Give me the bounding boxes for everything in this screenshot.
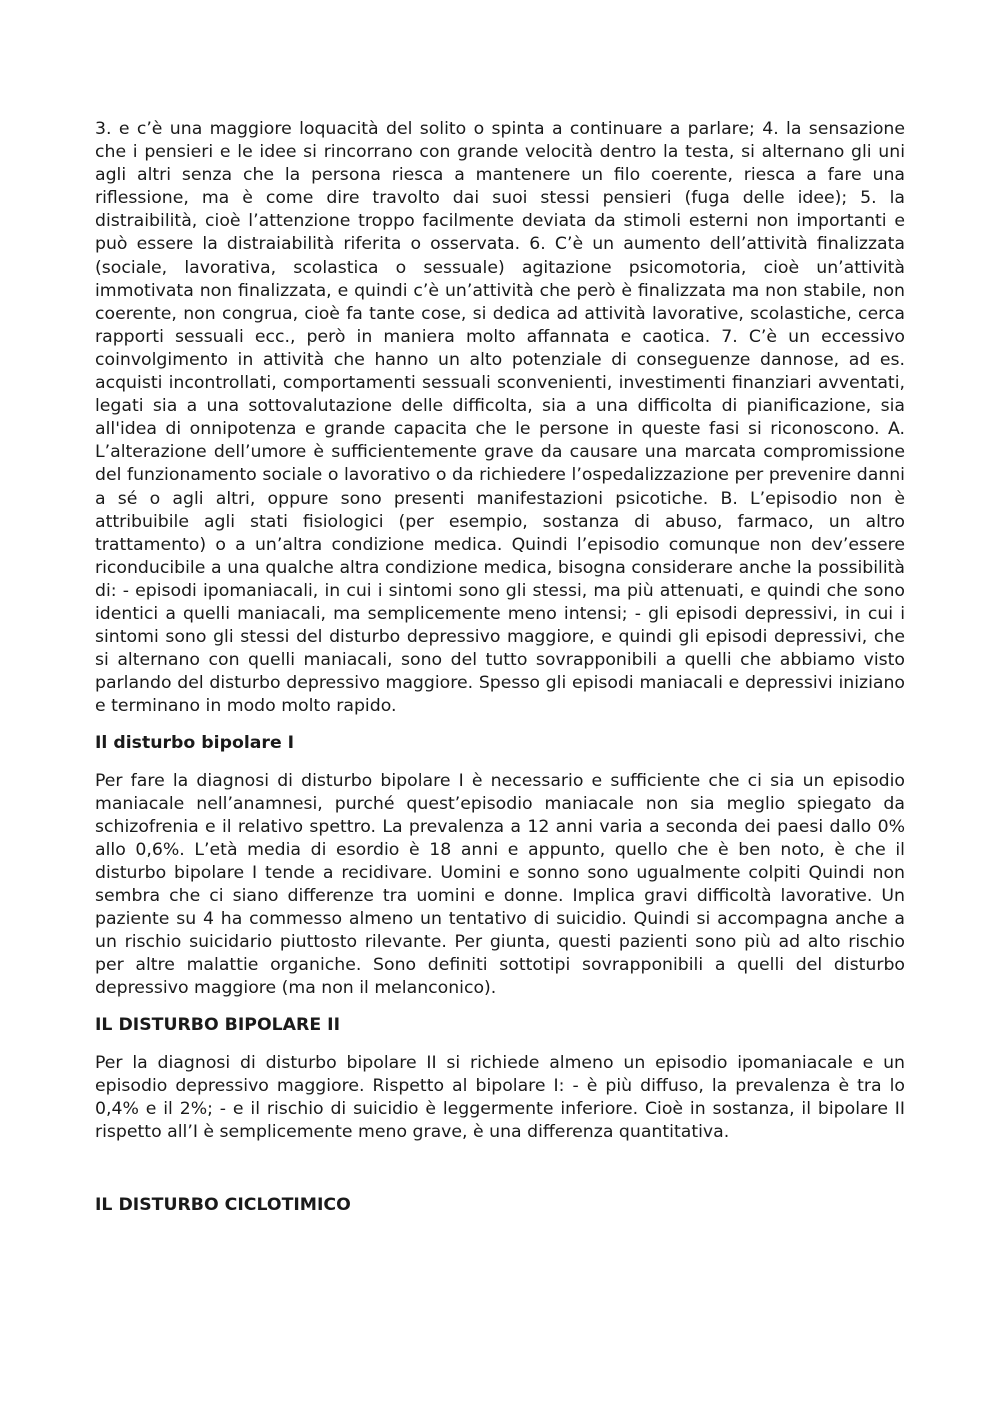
document-page — [95, 118, 905, 1217]
paragraph-mania-criteria: 3. e c’è una maggiore loquacità del solito o spinta a continuare a parlare; 4. la sensazione che i pensieri e le idee si rincorrano con grande velocità dentro la testa, si alternano gli uni agli altri senza che la persona riesca a mantenere un filo coerente, riesca a fare una riflessione, ma è come dire travolto dai suoi stessi pensieri (fuga delle idee); 5. la distraibilità, cioè l’attenzione troppo facilmente deviata da stimoli esterni non importanti e può essere la distraiabilità riferita o osservata. 6. C’è un aumento dell’attività finalizzata (sociale, lavorativa, scolastica o sessuale) agitazione psicomotoria, cioè un’attività immotivata non finalizzata, e quindi c’è un’attività che però è finalizzata ma non stabile, non coerente, non congrua, cioè fa tante cose, si dedica ad attività lavorative, scolastiche, cerca rapporti sessuali ecc., però in maniera molto affannata e caotica. 7. C’è un eccessivo coinvolgimento in attività che hanno un alto potenziale di conseguenze dannose, ad es. acquisti incontrollati, comportamenti sessuali sconvenienti, investimenti finanziari avventati, legati sia a una sottovalutazione delle difficolta, sia a una difficolta di pianificazione, sia all'idea di onnipotenza e grande capacita che le persone in queste fasi si riconoscono. A. L’alterazione dell’umore è sufficientemente grave da causare una marcata compromissione del funzionamento sociale o lavorativo o da richiedere l’ospedalizzazione per prevenire danni a sé o agli altri, oppure sono presenti manifestazioni psicotiche. B. L’episodio non è attribuibile agli stati fisiologici (per esempio, sostanza di abuso, farmaco, un altro trattamento) o a un’altra condizione medica. Quindi l’episodio comunque non dev’essere riconducibile a una qualche altra condizione medica, bisogna considerare anche la possibilità di: - episodi ipomaniacali, in cui i sintomi sono gli stessi, ma più attenuati, e quindi che sono identici a quelli maniacali, ma semplicemente meno intensi; - gli episodi depressivi, in cui i sintomi sono gli stessi del disturbo depressivo maggiore, e quindi gli episodi depressivi, che si alternano con quelli maniacali, sono del tutto sovrapponibili a quelli che abbiamo visto parlando del disturbo depressivo maggiore. Spesso gli episodi maniacali e depressivi iniziano e terminano in modo molto rapido. — [95, 119, 905, 717]
heading-cyclothymic: IL DISTURBO CICLOTIMICO — [95, 1194, 351, 1215]
heading-bipolar-1: Il disturbo bipolare I — [95, 733, 295, 754]
paragraph-bipolar-2: Per la diagnosi di disturbo bipolare II si richiede almeno un episodio ipomaniacale e un episodio depressivo maggiore. Rispetto al bipolare I: - è più diffuso, la prevalenza è tra lo 0,4% e il 2%; - e il rischio di suicidio è leggermente inferiore. Cioè in sostanza, il bipolare II rispetto all’I è semplicemente meno grave, è una differenza quantitativa. — [95, 1052, 905, 1142]
paragraph-bipolar-1: Per fare la diagnosi di disturbo bipolare I è necessario e sufficiente che ci sia un episodio maniacale nell’anamnesi, purché quest’episodio maniacale non sia meglio spiegato da schizofrenia e il relativo spettro. La prevalenza a 12 anni varia a seconda dei paesi dallo 0% allo 0,6%. L’età media di esordio è 18 anni e appunto, quello che è ben noto, è che il disturbo bipolare I tende a recidivare. Uomini e sonno sono ugualmente colpiti Quindi non sembra che ci siano differenze tra uomini e donne. Implica gravi difficoltà lavorative. Un paziente su 4 ha commesso almeno un tentativo di suicidio. Quindi si accompagna anche a un rischio suicidario piuttosto rilevante. Per giunta, questi pazienti sono più ad alto rischio per altre malattie organiche. Sono definiti sottotipi sovrapponibili a quelli del disturbo depressivo maggiore (ma non il melanconico). — [95, 770, 905, 999]
heading-bipolar-2: IL DISTURBO BIPOLARE II — [95, 1015, 341, 1036]
